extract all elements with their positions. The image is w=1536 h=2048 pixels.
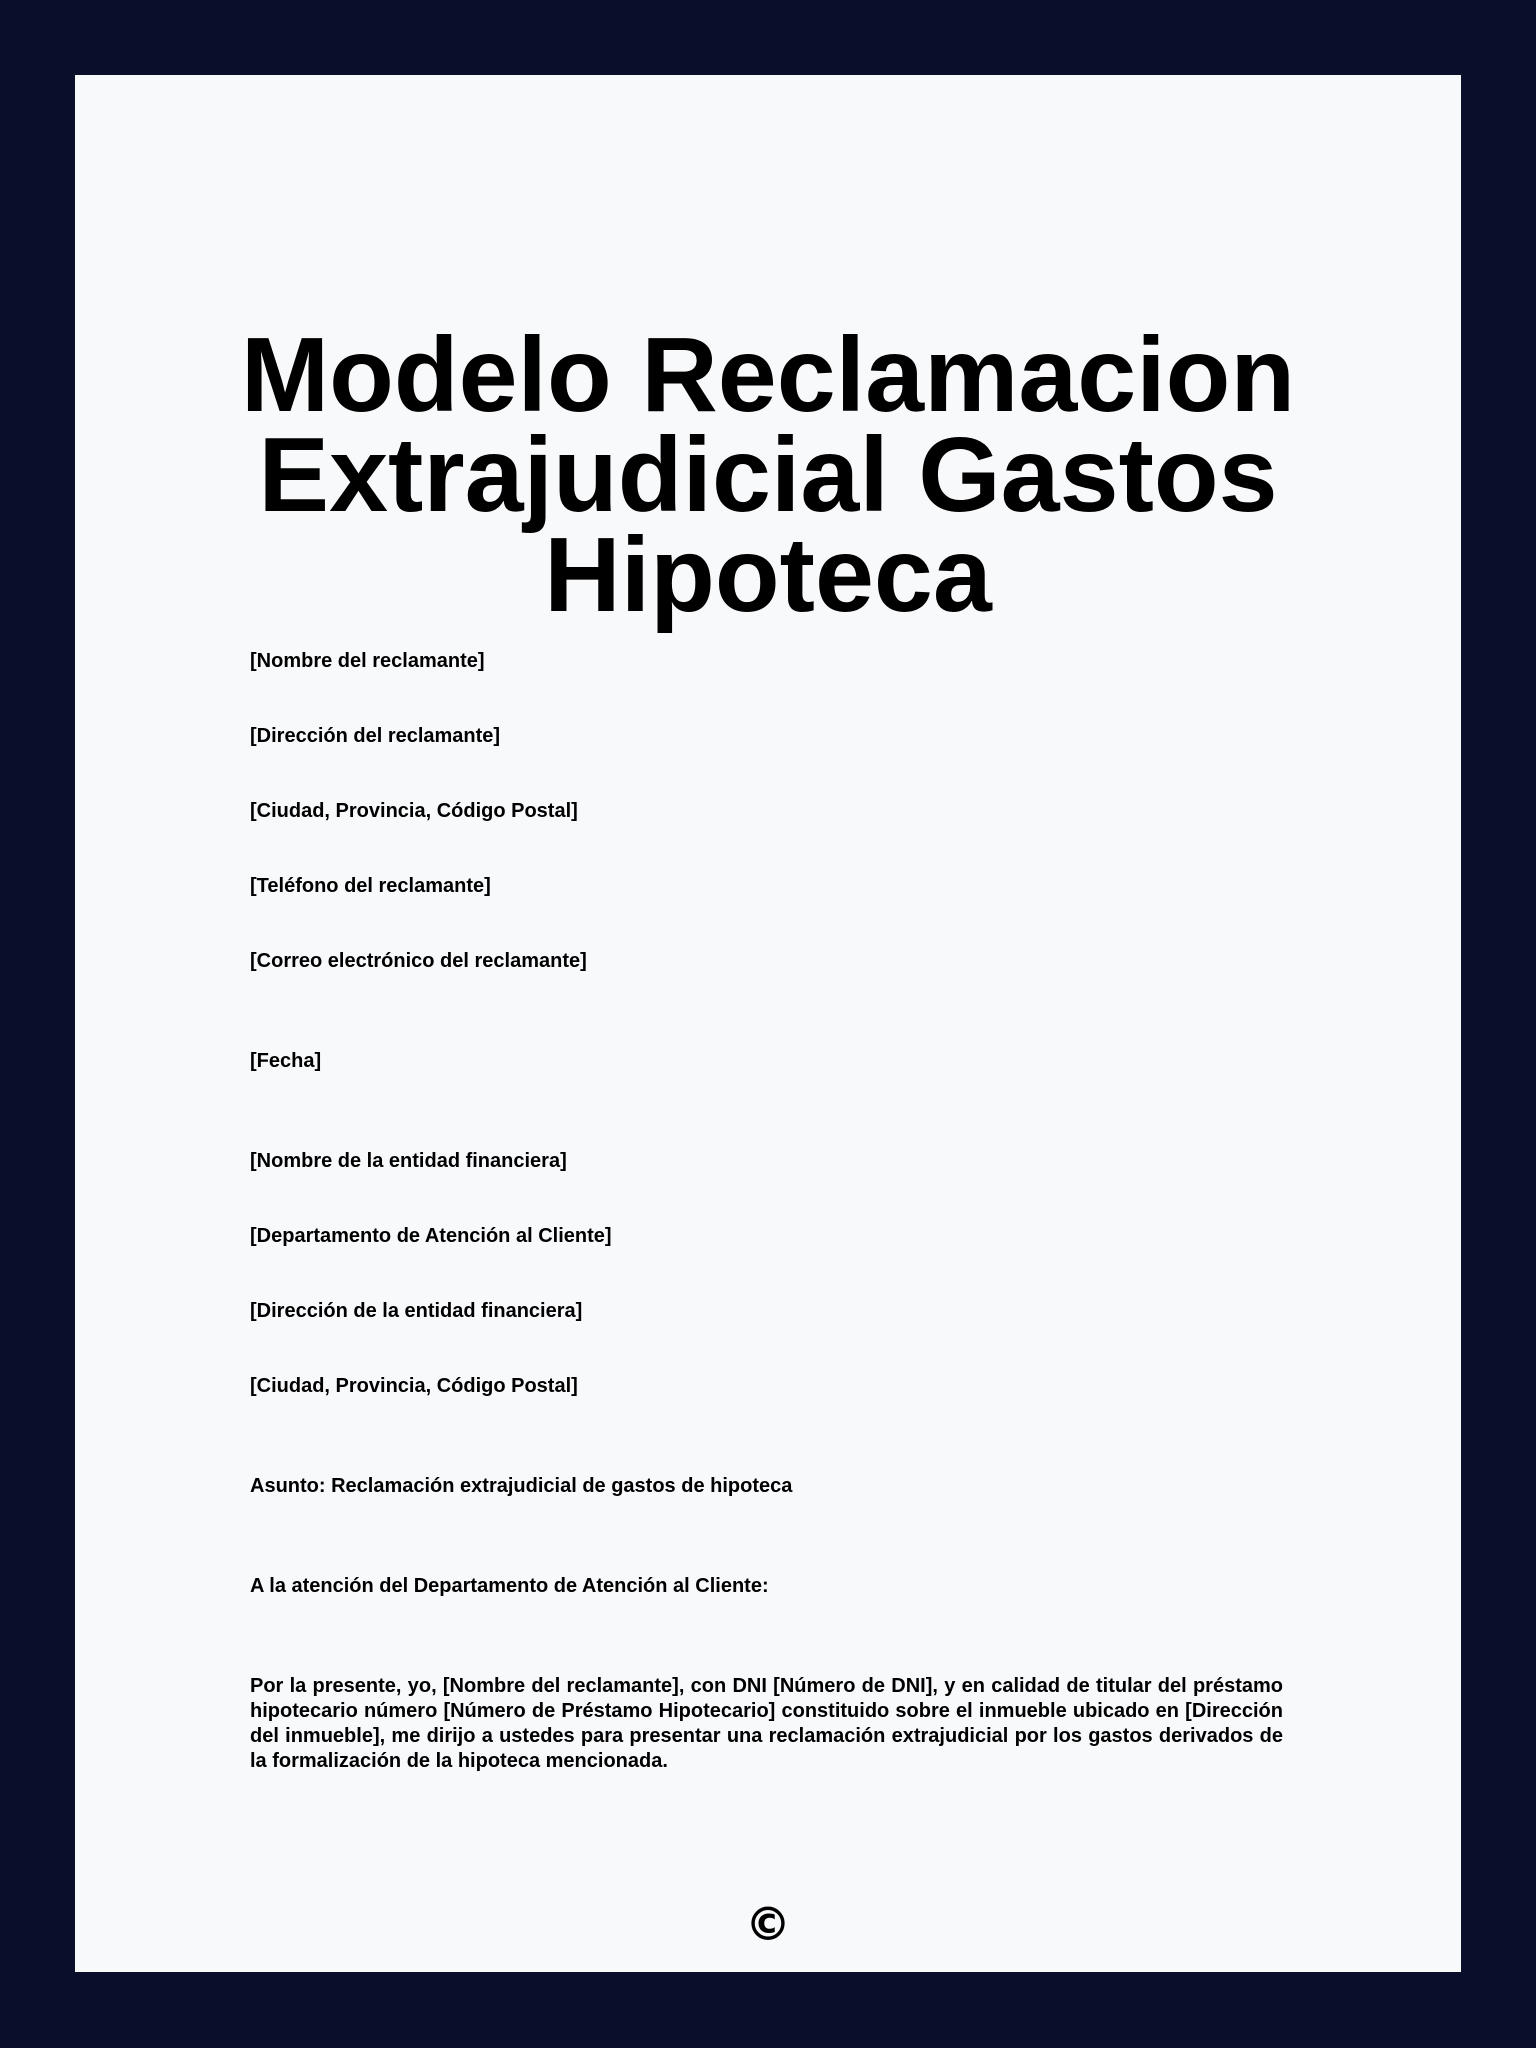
letter-date: [Fecha]: [250, 1050, 322, 1072]
copyright-icon: ©: [745, 1897, 791, 1951]
letter-body-paragraph: Por la presente, yo, [Nombre del reclamante], con DNI [Número de DNI], y en calidad de titular del préstamo hipotecario número [Número de Préstamo Hipotecario] constituido sobre el inmueble ubicado en [Dirección del inmueble], me dirijo a ustedes para presentar una reclamación extrajudicial por los gastos derivados de la formalización de la hipoteca mencionada.: [250, 1675, 1283, 1772]
document-page: [75, 75, 1461, 1972]
sender-phone: [Teléfono del reclamante]: [250, 875, 491, 897]
sender-name: [Nombre del reclamante]: [250, 650, 485, 672]
sender-email: [Correo electrónico del reclamante]: [250, 950, 587, 972]
recipient-entity: [Nombre de la entidad financiera]: [250, 1150, 567, 1172]
sender-city: [Ciudad, Provincia, Código Postal]: [250, 800, 578, 822]
recipient-address: [Dirección de la entidad financiera]: [250, 1300, 583, 1322]
letter-salutation: A la atención del Departamento de Atención al Cliente:: [250, 1575, 769, 1597]
letter-subject: Asunto: Reclamación extrajudicial de gastos de hipoteca: [250, 1475, 793, 1497]
sender-address: [Dirección del reclamante]: [250, 725, 501, 747]
document-title: Modelo Reclamacion Extrajudicial Gastos Hipoteca: [240, 316, 1296, 634]
recipient-department: [Departamento de Atención al Cliente]: [250, 1225, 612, 1247]
recipient-city: [Ciudad, Provincia, Código Postal]: [250, 1375, 578, 1397]
